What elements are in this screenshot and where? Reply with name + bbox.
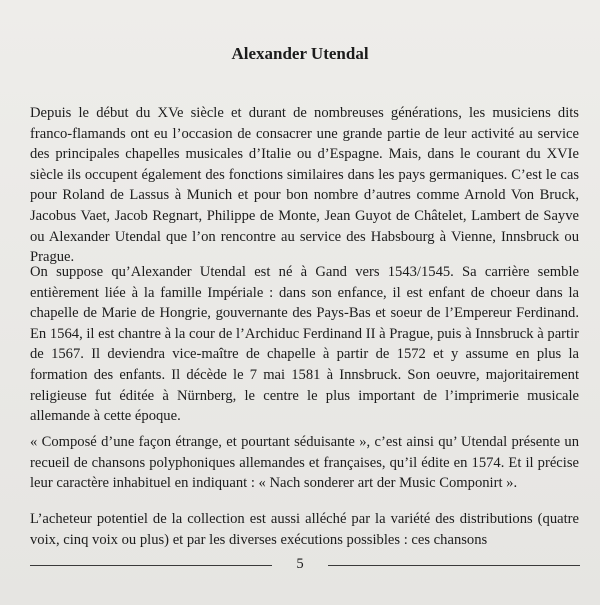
paragraph-4: L’acheteur potentiel de la collection est aussi alléché par la variété des distributions (quatre voix, cinq voix ou plus) et par les diverses exécutions possibles : ces chansons [30,511,579,548]
footer-rule-right [328,565,580,566]
paragraph-3: « Composé d’une façon étrange, et pourtant séduisante », c’est ainsi qu’ Utendal présente un recueil de chansons polyphoniques allemandes et françaises, qu’il édite en 1574. Et il précise leur caractère inhabituel en indiquant : « Nach sonderer art der Music Componirt ». [30,434,579,492]
footer-rule-left [30,565,272,566]
page-number: 5 [296,556,304,572]
page-title: Alexander Utendal [231,44,369,63]
paragraph-1: Depuis le début du XVe siècle et durant de nombreuses générations, les musiciens dits franco-flamands ont eu l’occasion de consacrer une grande partie de leur activité au service des principales chapelles musicales d’Italie ou d’Espagne. Mais, dans le courant du XVIe siècle ils occupent également des fonctions similaires dans les pays germaniques. C’est le cas pour Roland de Lassus à Munich et pour bon nombre d’autres comme Arnold Von Bruck, Jacobus Vaet, Jacob Regnart, Philippe de Monte, Jean Guyot de Châtelet, Lambert de Sayve ou Alexander Utendal que l’on rencontre au service des Habsbourg à Vienne, Innsbruck ou Prague. [30,105,579,266]
paragraph-2: On suppose qu’Alexander Utendal est né à Gand vers 1543/1545. Sa carrière semble entièrement liée à la famille Impériale : dans son enfance, il est enfant de choeur dans la chapelle de Marie de Hongrie, gouvernante des Pays-Bas et soeur de l’Empereur Ferdinand. En 1564, il est chantre à la cour de l’Archiduc Ferdinand II à Prague, puis à Innsbruck à partir de 1567. Il deviendra vice-maître de chapelle à partir de 1572 et y assume en plus la formation des enfants. Il décède le 7 mai 1581 à Innsbruck. Son oeuvre, majoritairement religieuse fut éditée à Nürnberg, le centre le plus important de l’imprimerie musicale allemande à cette époque. [30,264,579,425]
